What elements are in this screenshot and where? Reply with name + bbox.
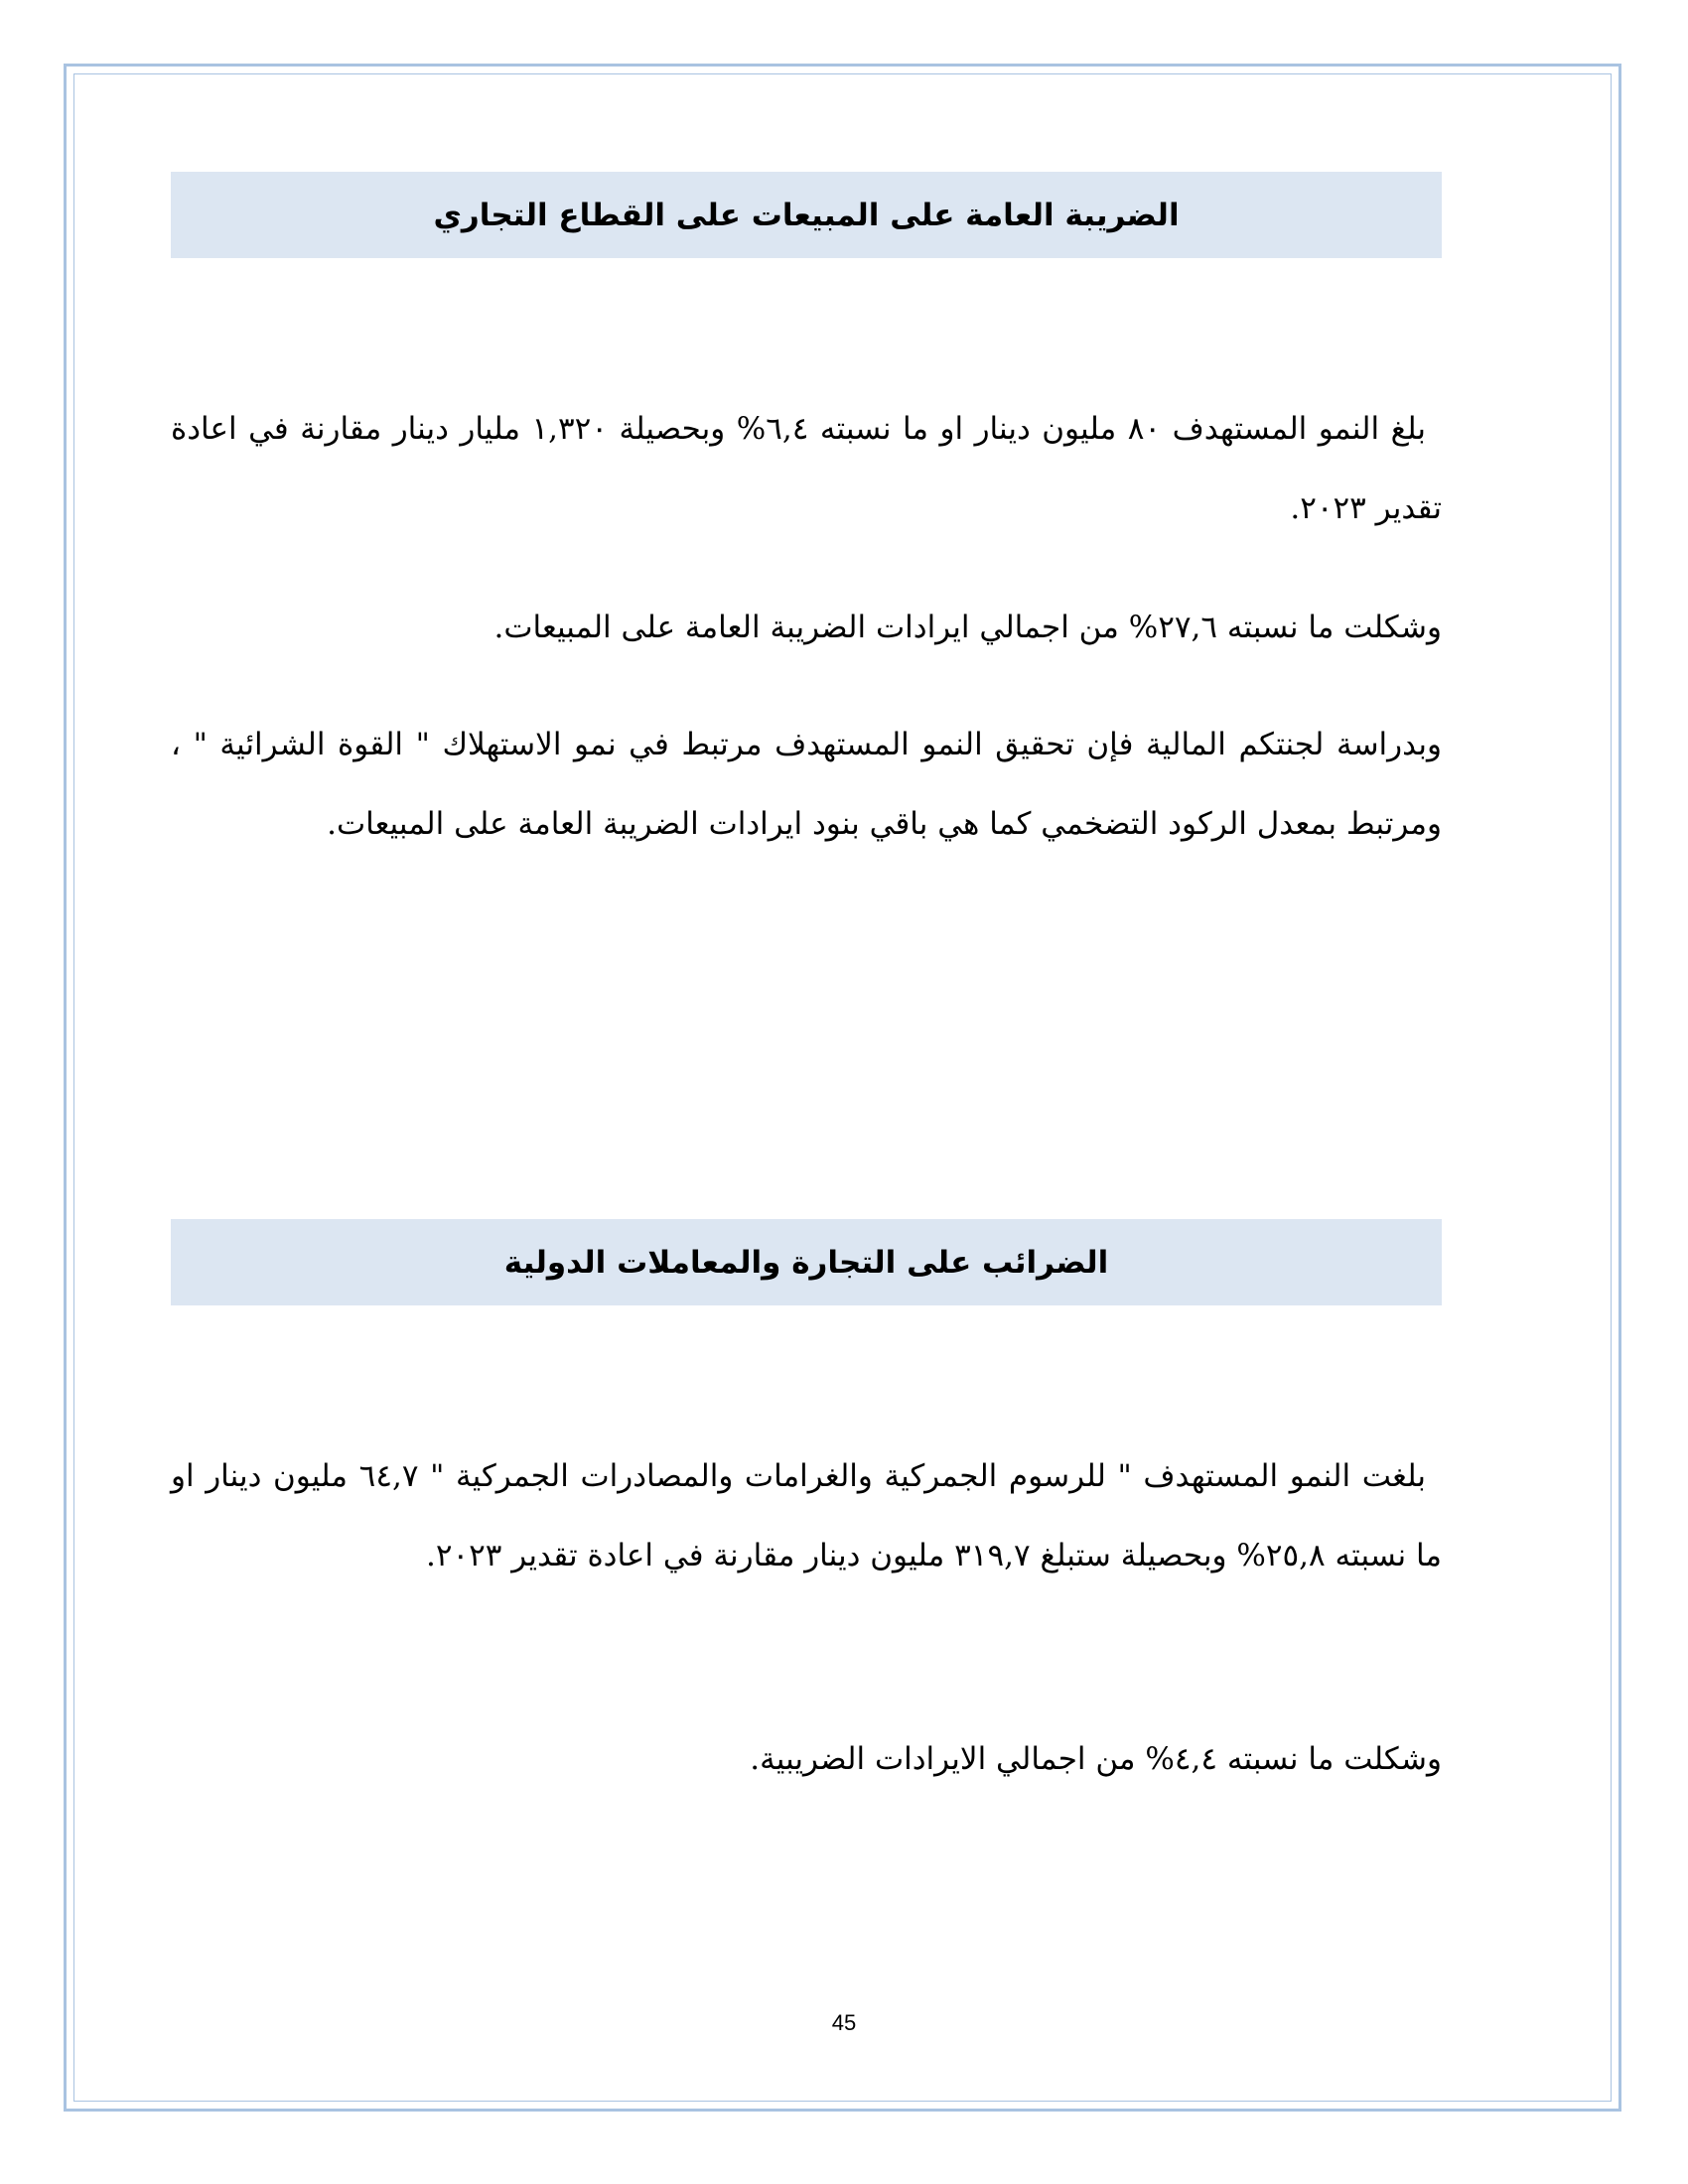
section-heading-trade-taxes [171,1219,1442,1305]
section-heading-text: الضرائب على التجارة والمعاملات الدولية [503,1244,1109,1281]
paragraph-committee-study: وبدراسة لجنتكم المالية فإن تحقيق النمو المستهدف مرتبط في نمو الاستهلاك " القوة الشرائية " ، ومرتبط بمعدل الركود التضخمي كما هي باقي بنود ايرادات الضريبة العامة على المبيعات. [171,727,1442,842]
paragraph-target-growth: بلغ النمو المستهدف ٨٠ مليون دينار او ما نسبته ٦,٤% وبحصيلة ١,٣٢٠ مليار دينار مقارنة في اعادة تقدير ٢٠٢٣. [171,411,1442,526]
section-heading-text: الضريبة العامة على المبيعات على القطاع التجاري [433,197,1180,233]
page-number: 45 [831,2010,857,2035]
paragraph-share-of-sales-tax: وشكلت ما نسبته ٢٧,٦% من اجمالي ايرادات الضريبة العامة على المبيعات. [493,610,1442,645]
section-heading-sales-tax [171,172,1442,258]
paragraph-share-of-tax-revenue: وشكلت ما نسبته ٤,٤% من اجمالي الايرادات الضريبية. [750,1741,1442,1777]
paragraph-customs-growth: بلغت النمو المستهدف " للرسوم الجمركية والغرامات والمصادرات الجمركية " ٦٤,٧ مليون دينار او ما نسبته ٢٥,٨% وبحصيلة ستبلغ ٣١٩,٧ مليون دينار مقارنة في اعادة تقدير ٢٠٢٣. [171,1458,1442,1573]
